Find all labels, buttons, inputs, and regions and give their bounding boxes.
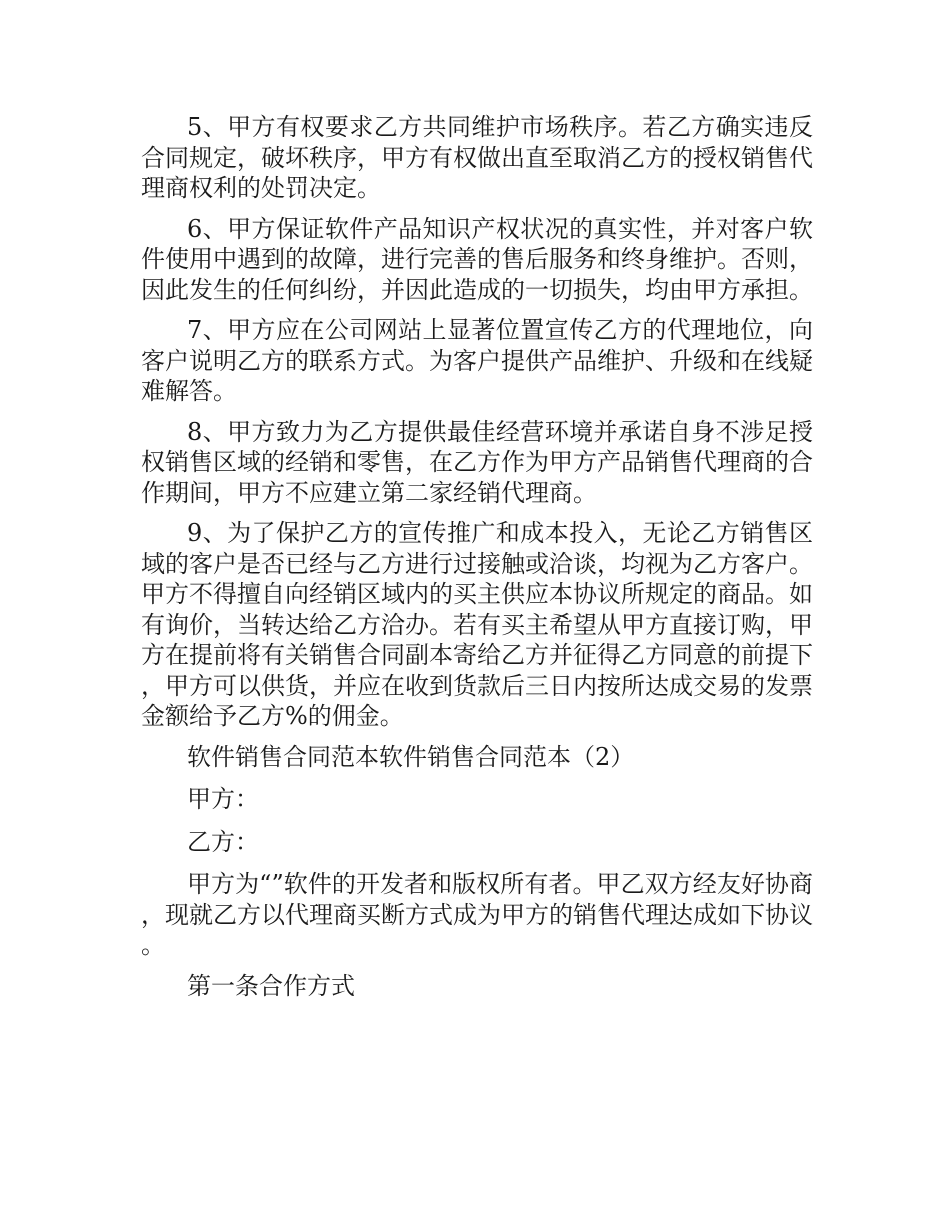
contract-title-2: 软件销售合同范本软件销售合同范本（2） [187,742,635,771]
party-a-label: 甲方： [187,785,259,813]
clause-7-paragraph: 7、甲方应在公司网站上显著位置宣传乙方的代理地位，向客户说明乙方的联系方式。为客户提供产品维护、升级和在线疑难解答。 [141,316,813,405]
article-1-heading: 第一条合作方式 [187,971,355,1000]
clause-8-paragraph: 8、甲方致力为乙方提供最佳经营环境并承诺自身不涉足授权销售区域的经销和零售，在乙方作为甲方产品销售代理商的合作期间，甲方不应建立第二家经销代理商。 [141,417,813,507]
clause-9-paragraph: 9、为了保护乙方的宣传推广和成本投入，无论乙方销售区域的客户是否已经与乙方进行过接触或洽谈，均视为乙方客户。甲方不得擅自向经销区域内的买主供应本协议所规定的商品。如有询价，当转达给乙方洽办。若有买主希望从甲方直接订购，甲方在提前将有关销售合同副本寄给乙方并征得乙方同意的前提下，甲方可以供货，并应在收到货款后三日内按所达成交易的发票金额给予乙方%的佣金。 [141,519,813,730]
clause-5-paragraph: 5、甲方有权要求乙方共同维护市场秩序。若乙方确实违反合同规定，破坏秩序，甲方有权做出直至取消乙方的授权销售代理商权利的处罚决定。 [141,113,813,202]
document-page [141,112,813,1013]
clause-6-paragraph: 6、甲方保证软件产品知识产权状况的真实性，并对客户软件使用中遇到的故障，进行完善的售后服务和终身维护。否则，因此发生的任何纠纷，并因此造成的一切损失，均由甲方承担。 [141,214,813,304]
party-b-label: 乙方： [187,827,259,856]
preamble-paragraph: 甲方为“”软件的开发者和版权所有者。甲乙双方经友好协商，现就乙方以代理商买断方式成为甲方的销售代理达成如下协议。 [141,870,813,959]
